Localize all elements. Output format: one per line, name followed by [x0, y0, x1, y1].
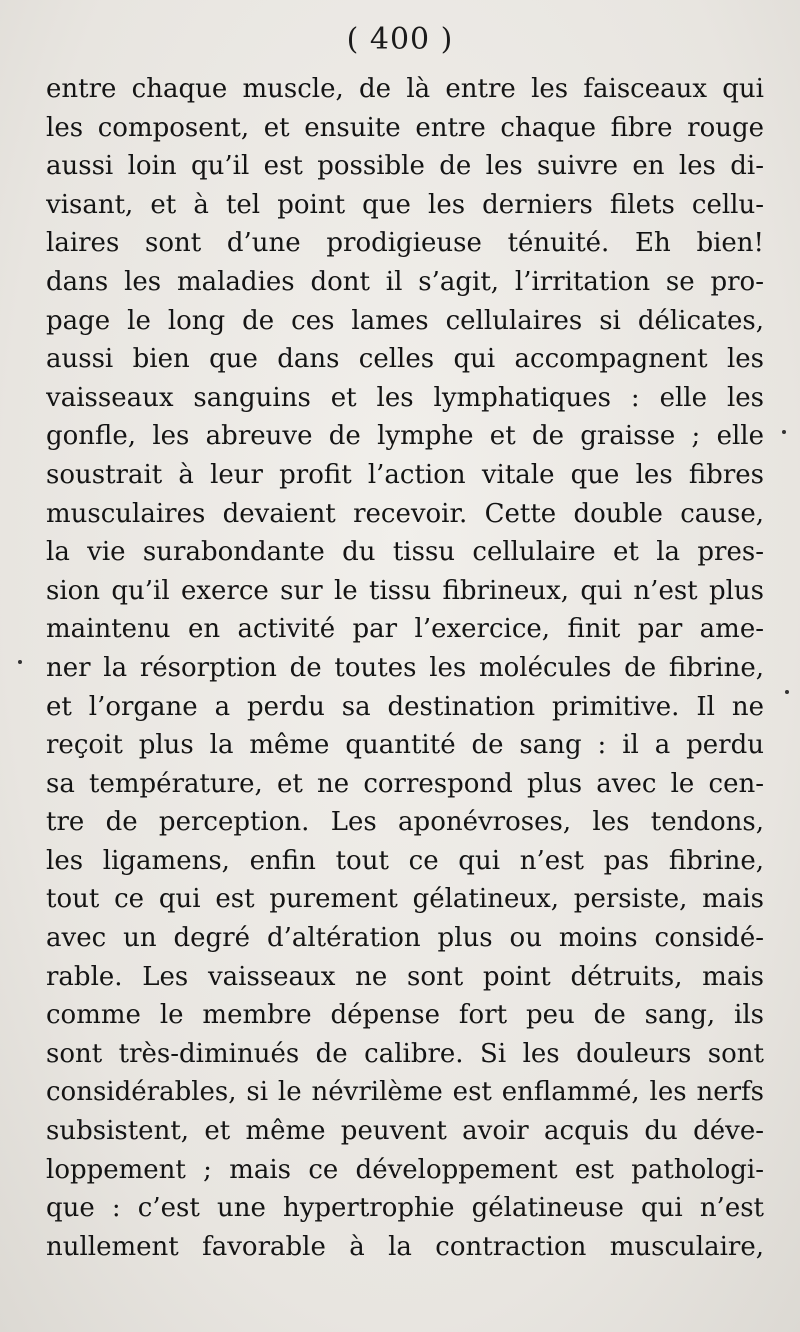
- text-line: que : c’est une hypertrophie gélatineuse qui n’est: [46, 1193, 764, 1224]
- text-line: gonfle, les abreuve de lymphe et de graisse ; elle: [46, 421, 764, 452]
- text-line: tre de perception. Les aponévroses, les tendons,: [46, 807, 764, 838]
- text-line: entre chaque muscle, de là entre les faisceaux qui: [46, 74, 764, 104]
- margin-speck: [785, 690, 789, 694]
- text-line: musculaires devaient recevoir. Cette double cause,: [46, 498, 764, 529]
- margin-speck: [782, 430, 786, 434]
- text-line: tout ce qui est purement gélatineux, persiste, mais: [46, 884, 764, 915]
- text-line: la vie surabondante du tissu cellulaire et la pres-: [46, 537, 764, 568]
- text-line: maintenu en activité par l’exercice, finit par ame-: [46, 614, 764, 645]
- text-line: comme le membre dépense fort peu de sang, ils: [46, 1000, 764, 1031]
- text-line: aussi bien que dans celles qui accompagnent les: [46, 344, 764, 375]
- text-line: visant, et à tel point que les derniers filets cellu-: [46, 189, 764, 220]
- body-text: [46, 70, 764, 1266]
- margin-speck: [18, 660, 22, 664]
- text-line: page le long de ces lames cellulaires si délicates,: [46, 305, 764, 336]
- text-line: dans les maladies dont il s’agit, l’irritation se pro-: [46, 266, 764, 297]
- text-line: rable. Les vaisseaux ne sont point détruits, mais: [46, 961, 764, 992]
- page-number: ( 400 ): [346, 22, 454, 57]
- text-line: les composent, et ensuite entre chaque fibre rouge: [46, 112, 764, 143]
- text-line: vaisseaux sanguins et les lymphatiques : elle les: [46, 382, 764, 413]
- text-line: laires sont d’une prodigieuse ténuité. Eh bien!: [46, 228, 764, 259]
- text-line: les ligamens, enfin tout ce qui n’est pas fibrine,: [46, 845, 764, 876]
- text-line: considérables, si le névrilème est enflammé, les nerfs: [46, 1077, 764, 1108]
- text-line: avec un degré d’altération plus ou moins considé-: [46, 923, 764, 954]
- text-line: loppement ; mais ce développement est pathologi-: [46, 1154, 764, 1185]
- text-line: ner la résorption de toutes les molécules de fibrine,: [46, 652, 764, 683]
- text-line: subsistent, et même peuvent avoir acquis du déve-: [46, 1116, 764, 1147]
- text-line: reçoit plus la même quantité de sang : il a perdu: [46, 730, 764, 761]
- text-line: sion qu’il exerce sur le tissu fibrineux, qui n’est plus: [46, 575, 764, 606]
- text-line: nullement favorable à la contraction musculaire,: [46, 1231, 764, 1262]
- text-line: soustrait à leur profit l’action vitale que les fibres: [46, 459, 764, 490]
- text-line: et l’organe a perdu sa destination primitive. Il ne: [46, 691, 764, 722]
- text-line: sa température, et ne correspond plus avec le cen-: [46, 768, 764, 799]
- text-line: aussi loin qu’il est possible de les suivre en les di-: [46, 151, 764, 182]
- text-line: sont très-diminués de calibre. Si les douleurs sont: [46, 1038, 764, 1069]
